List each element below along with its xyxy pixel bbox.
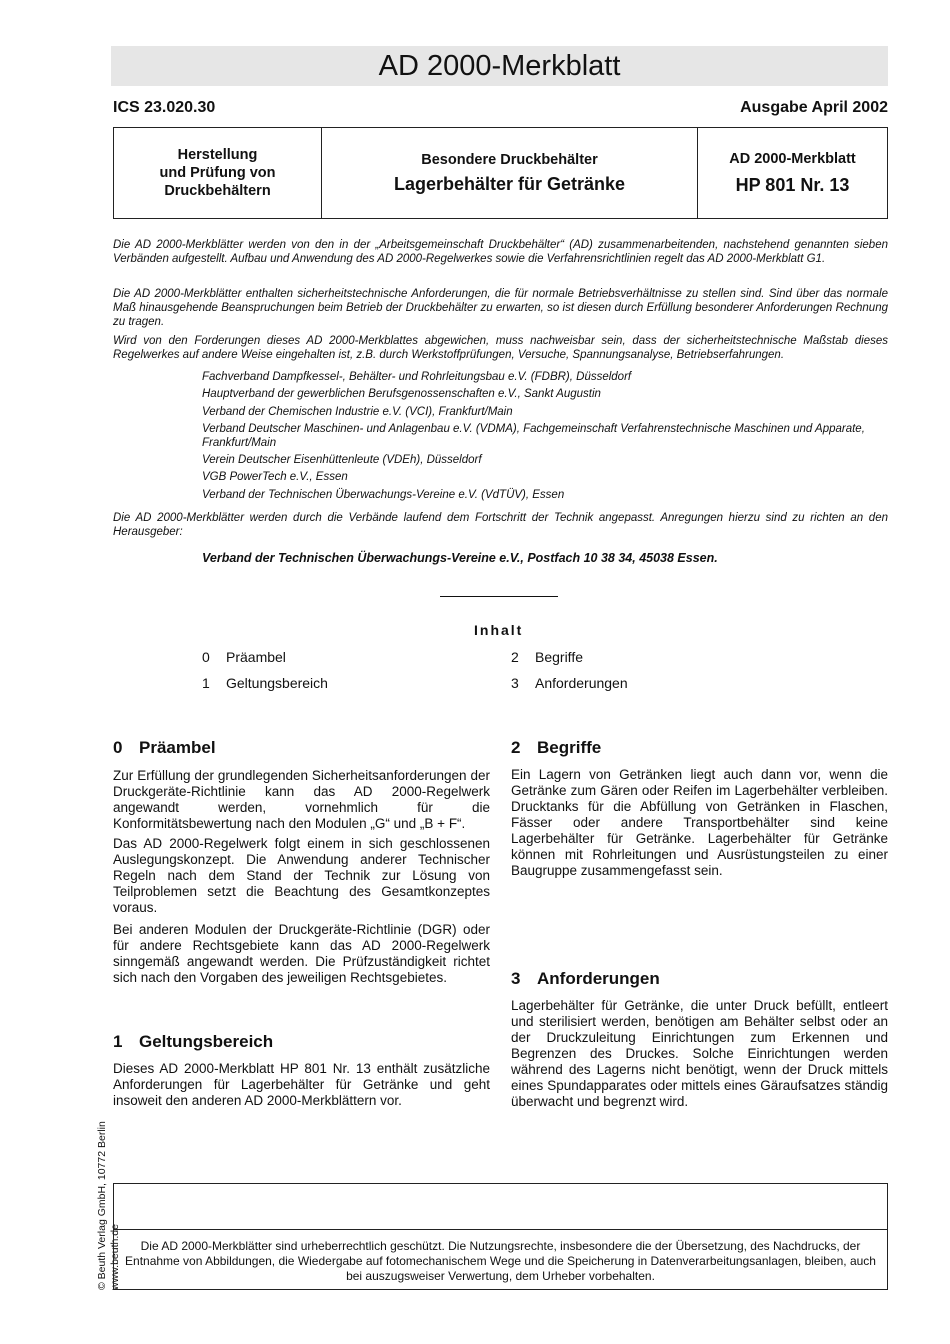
association-item: Hauptverband der gewerblichen Berufsgenossenschaften e.V., Sankt Augustin bbox=[202, 388, 601, 401]
toc-item-label: Geltungsbereich bbox=[226, 675, 328, 691]
copyright-notice: Die AD 2000-Merkblätter sind urheberrechtlich geschützt. Die Nutzungsrechte, insbesondere die der Übersetzung, des Nachdrucks, der Entnahme von Abbildungen, die Wiedergabe auf fotomechanischem Wege und die Speicherung in Datenverarbeitungsanlagen, bleiben, auch bei auszugsweiser Verwertung, dem Urheber vorbehalten. bbox=[125, 1239, 876, 1283]
toc-item-number: 0 bbox=[202, 649, 210, 665]
header-sheet-id bbox=[698, 128, 887, 218]
association-item: VGB PowerTech e.V., Essen bbox=[202, 471, 348, 484]
section-number: 1 bbox=[113, 1032, 123, 1051]
header-category-line: Druckbehältern bbox=[164, 183, 271, 199]
intro-paragraph: Die AD 2000-Merkblätter enthalten sicherheitstechnische Anforderungen, die für normale Betriebsverhältnisse zu stellen sind. Sind über das normale Maß hinausgehende Beanspruchungen beim Betrieb der Druckbehälter zu erwarten, so ist diesen durch Erfüllung besonderer Anforderungen Rechnung zu tragen. bbox=[113, 288, 888, 328]
header-subject bbox=[322, 128, 698, 218]
section-heading-terms bbox=[511, 738, 601, 758]
association-item: Verband der Chemischen Industrie e.V. (VCI), Frankfurt/Main bbox=[202, 405, 513, 418]
toc-item-number: 1 bbox=[202, 675, 210, 691]
header-category-line: Herstellung bbox=[177, 147, 258, 163]
header-category-line: und Prüfung von bbox=[159, 165, 276, 181]
header-subject-main: Lagerbehälter für Getränke bbox=[393, 173, 626, 194]
header-category bbox=[114, 128, 322, 218]
section-paragraph: Ein Lagern von Getränken liegt auch dann vor, wenn die Getränke zum Gären oder Reifen im Lagerbehälter verbleiben. Drucktanks für die Abfüllung von Getränken in Flaschen, Fässer oder andere Transportbehälter sind keine Lagerbehälter für Getränke. Lagerbehälter für Getränke können mit Rohrleitungen und Ausrüstungsteilen zu einer Baugruppe zusammengefasst sein. bbox=[511, 767, 888, 878]
header-sheet-number: HP 801 Nr. 13 bbox=[735, 174, 850, 195]
section-title: Präambel bbox=[139, 738, 216, 757]
section-number: 3 bbox=[511, 969, 521, 988]
header-sheet-label: AD 2000-Merkblatt bbox=[729, 150, 856, 167]
publisher-credit-line: © Beuth Verlag GmbH, 10772 Berlin bbox=[96, 1121, 108, 1290]
association-item: Verband Deutscher Maschinen- und Anlagenbau e.V. (VDMA), Fachgemeinschaft Verfahrenstechnische Maschinen und Apparate, Frankfurt/Main bbox=[202, 422, 865, 449]
footer-box bbox=[113, 1183, 888, 1290]
toc-item bbox=[511, 649, 583, 665]
toc-item bbox=[202, 649, 286, 665]
section-paragraph: Lagerbehälter für Getränke, die unter Druck befüllt, entleert und sterilisiert werden, benötigen am Behälter selbst oder an der Druckzuleitung Einrichtungen zum Erkennen und Begrenzen des Druckes. Solche Einrichtungen werden während des Lagerns nicht benötigt, wenn der Druck mittels eines Spundapparates oder mittels eines Gäraufsatzes ständig überwacht und begrenzt wird. bbox=[511, 998, 888, 1109]
association-item: Verein Deutscher Eisenhüttenleute (VDEh), Düsseldorf bbox=[202, 454, 482, 467]
ics-code: ICS 23.020.30 bbox=[113, 99, 216, 116]
toc-item bbox=[202, 675, 328, 691]
intro-paragraph: Die AD 2000-Merkblätter werden von den in der „Arbeitsgemeinschaft Druckbehälter“ (AD) zusammenarbeitenden, nachstehend genannten sieben Verbänden aufgestellt. Aufbau und Anwendung des AD 2000-Regelwerkes sowie die Verfahrensrichtlinien regelt das AD 2000-Merkblatt G1. bbox=[113, 239, 888, 265]
section-paragraph: Dieses AD 2000-Merkblatt HP 801 Nr. 13 enthält zusätzliche Anforderungen für Lagerbehälter für Getränke und geht insoweit den anderen AD 2000-Merkblättern vor. bbox=[113, 1061, 490, 1108]
section-number: 0 bbox=[113, 738, 123, 757]
section-paragraph: Bei anderen Modulen der Druckgeräte-Richtlinie (DGR) oder für andere Rechtsgebiete kann das AD 2000-Regelwerk sinngemäß angewandt werden. Die Prüfzuständigkeit richtet sich nach den Vorgaben des jeweiligen Rechtsgebietes. bbox=[113, 922, 490, 985]
section-heading-requirements bbox=[511, 969, 660, 989]
association-item: Verband der Technischen Überwachungs-Vereine e.V. (VdTÜV), Essen bbox=[202, 488, 565, 501]
divider bbox=[440, 596, 558, 597]
header-box bbox=[113, 127, 888, 219]
section-heading-preamble bbox=[113, 738, 216, 758]
section-paragraph: Das AD 2000-Regelwerk folgt einem in sich geschlossenen Auslegungskonzept. Die Anwendung anderer Technischer Regeln nach dem Stand der Technik zur Lösung von Teilproblemen setzt die Beachtung des Gesamtkonzeptes voraus. bbox=[113, 836, 490, 915]
section-title: Begriffe bbox=[537, 738, 602, 757]
footer-blank-area bbox=[114, 1184, 887, 1230]
toc-item-label: Präambel bbox=[226, 649, 286, 665]
edition-date: Ausgabe April 2002 bbox=[740, 99, 888, 116]
toc-item-number: 2 bbox=[511, 649, 519, 665]
association-list bbox=[202, 370, 882, 505]
toc-title: Inhalt bbox=[474, 622, 524, 638]
publisher-credit-url: www.beuth.de bbox=[109, 1224, 121, 1290]
toc-item-label: Anforderungen bbox=[535, 675, 628, 691]
section-heading-scope bbox=[113, 1032, 273, 1052]
intro-paragraph: Wird von den Forderungen dieses AD 2000-Merkblattes abgewichen, muss nachweisbar sein, dass der sicherheitstechnische Maßstab dieses Regelwerkes auf andere Weise eingehalten ist, z.B. durch Werkstoffprüfungen, Versuche, Spannungsanalyse, Betriebserfahrungen. bbox=[113, 335, 888, 361]
toc-item-label: Begriffe bbox=[535, 649, 583, 665]
toc-item bbox=[511, 675, 628, 691]
section-number: 2 bbox=[511, 738, 521, 757]
toc-item-number: 3 bbox=[511, 675, 519, 691]
intro-paragraph: Die AD 2000-Merkblätter werden durch die Verbände laufend dem Fortschritt der Technik angepasst. Anregungen hierzu sind zu richten an den Herausgeber: bbox=[113, 512, 888, 538]
section-title: Anforderungen bbox=[537, 969, 660, 988]
association-item: Fachverband Dampfkessel-, Behälter- und Rohrleitungsbau e.V. (FDBR), Düsseldorf bbox=[202, 371, 632, 383]
publisher-address: Verband der Technischen Überwachungs-Vereine e.V., Postfach 10 38 34, 45038 Essen. bbox=[202, 551, 718, 565]
section-title: Geltungsbereich bbox=[139, 1032, 274, 1051]
document-title: AD 2000-Merkblatt bbox=[111, 46, 888, 86]
header-subject-sub: Besondere Druckbehälter bbox=[421, 151, 598, 168]
section-paragraph: Zur Erfüllung der grundlegenden Sicherheitsanforderungen der Druckgeräte-Richtlinie kann das AD 2000-Regelwerk angewandt werden, vornehmlich für die Konformitätsbewertung nach den Modulen „G“ und „B + F“. bbox=[113, 768, 490, 831]
